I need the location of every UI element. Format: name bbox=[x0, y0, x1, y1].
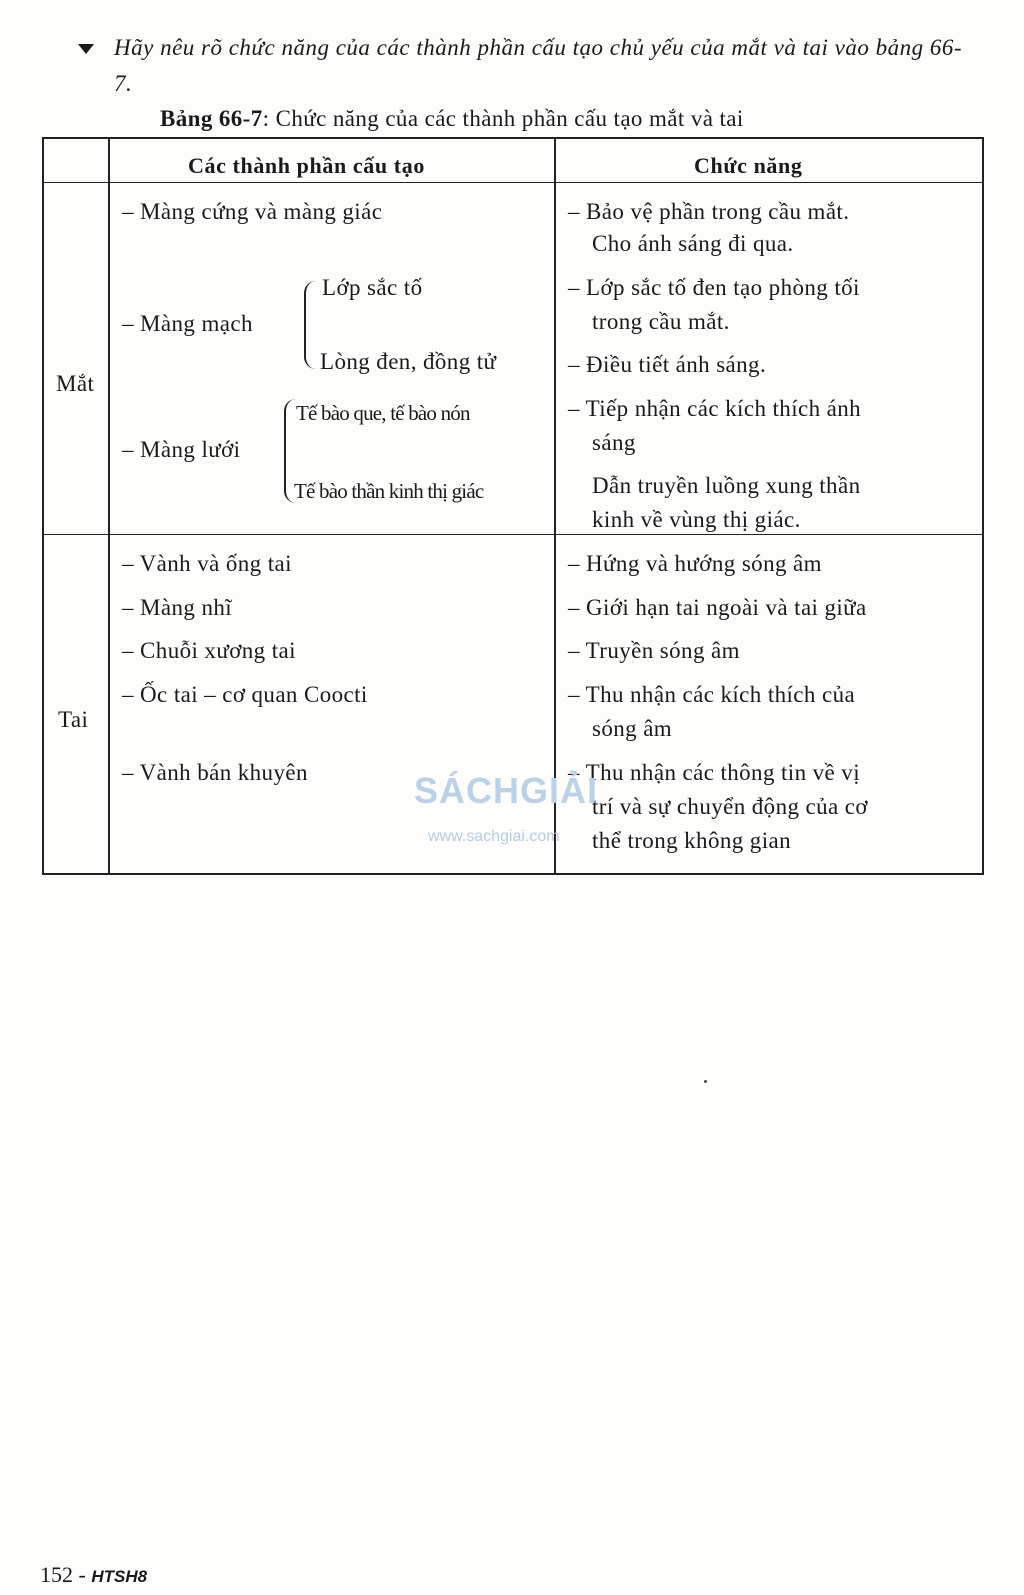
watermark-logo: SÁCHGIẢI bbox=[414, 770, 599, 811]
part-retina: – Màng lưới bbox=[122, 437, 241, 462]
part-cornea: – Màng cứng và màng giác bbox=[122, 199, 383, 224]
watermark-url: www.sachgiai.com bbox=[428, 828, 560, 845]
function-canals-3: thể trong không gian bbox=[592, 828, 791, 853]
function-nerve-1: Dẫn truyền luồng xung thần bbox=[592, 473, 861, 498]
header-parts: Các thành phần cấu tạo bbox=[188, 153, 425, 178]
table-caption bbox=[160, 106, 744, 132]
part-canals: – Vành bán khuyên bbox=[122, 760, 308, 785]
function-pinna: – Hứng và hướng sóng âm bbox=[568, 551, 822, 576]
function-table bbox=[42, 137, 984, 875]
organ-eye: Mắt bbox=[56, 371, 95, 396]
function-pigment-1: – Lớp sắc tố đen tạo phòng tối bbox=[568, 275, 860, 300]
function-ossicles: – Truyền sóng âm bbox=[568, 638, 740, 663]
part-eardrum: – Màng nhĩ bbox=[122, 595, 233, 620]
part-pinna: – Vành và ống tai bbox=[122, 551, 292, 576]
book-code: HTSH8 bbox=[91, 1567, 148, 1586]
table-caption-label: Bảng 66-7 bbox=[160, 106, 263, 131]
part-cochlea: – Ốc tai – cơ quan Coocti bbox=[122, 682, 368, 707]
page-footer bbox=[40, 1562, 147, 1588]
part-rods-cones: Tế bào que, tế bào nón bbox=[296, 401, 470, 425]
function-cochlea-2: sóng âm bbox=[592, 716, 673, 741]
organ-ear: Tai bbox=[58, 707, 89, 732]
function-eardrum: – Giới hạn tai ngoài và tai giữa bbox=[568, 595, 867, 620]
function-cochlea-1: – Thu nhận các kích thích của bbox=[568, 682, 856, 707]
part-pigment: Lớp sắc tố bbox=[322, 275, 423, 300]
part-choroid: – Màng mạch bbox=[122, 311, 253, 336]
table-divider bbox=[44, 534, 982, 535]
function-rods-1: – Tiếp nhận các kích thích ánh bbox=[568, 396, 862, 421]
instruction-text: Hãy nêu rõ chức năng của các thành phần cấu tạo chủ yếu của mắt và tai vào bảng 66-7. bbox=[114, 35, 962, 96]
brace-icon bbox=[304, 281, 316, 369]
function-cornea-2: Cho ánh sáng đi qua. bbox=[592, 231, 794, 256]
table-divider bbox=[108, 139, 110, 873]
table-divider bbox=[554, 139, 556, 873]
function-iris: – Điều tiết ánh sáng. bbox=[568, 352, 767, 377]
part-nerve-cells: Tế bào thần kinh thị giác bbox=[294, 479, 484, 503]
part-iris: Lòng đen, đồng tử bbox=[320, 349, 497, 374]
table-divider bbox=[44, 182, 982, 183]
page-number: 152 - bbox=[40, 1562, 86, 1587]
instruction bbox=[78, 30, 978, 102]
table-caption-title: : Chức năng của các thành phần cấu tạo mắt và tai bbox=[262, 106, 744, 131]
triangle-bullet-icon bbox=[78, 44, 94, 54]
header-function: Chức năng bbox=[694, 153, 803, 178]
function-canals-1: – Thu nhận các thông tin về vị bbox=[568, 760, 860, 785]
print-speck bbox=[704, 1080, 707, 1083]
function-cornea-1: – Bảo vệ phần trong cầu mắt. bbox=[568, 199, 850, 224]
function-rods-2: sáng bbox=[592, 430, 636, 455]
part-ossicles: – Chuỗi xương tai bbox=[122, 638, 296, 663]
function-pigment-2: trong cầu mắt. bbox=[592, 309, 730, 334]
function-canals-2: trí và sự chuyển động của cơ bbox=[592, 794, 868, 819]
function-nerve-2: kinh về vùng thị giác. bbox=[592, 507, 801, 532]
